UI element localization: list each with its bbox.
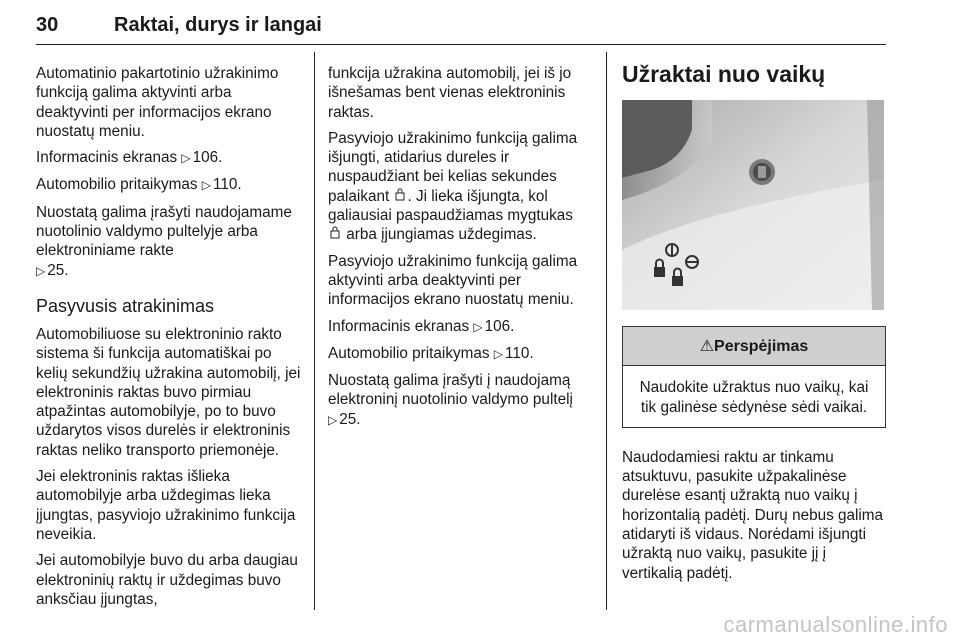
column-3 — [622, 60, 886, 590]
watermark: carmanualsonline.info — [723, 612, 948, 637]
reference-paragraph: Nuostatą galima įrašyti naudojamame nuotolinio valdymo pultelyje arba elektroniniame rakte ▷ 25. — [36, 203, 292, 279]
page-number: 30 — [36, 14, 59, 36]
paragraph: funkcija užrakina automobilį, jei iš jo išnešamas bent vienas elektroninis raktas. — [328, 65, 572, 121]
warning-title: Perspėjimas — [714, 338, 809, 355]
reference-paragraph: Nuostatą galima įrašyti į naudojamą elektroninį nuotolinio valdymo pultelį ▷ 25. — [328, 372, 573, 428]
paragraph: Jei elektroninis raktas išlieka automobilyje arba uždegimas lieka įjungtas, pasyviojo užrakinimo funkcija neveikia. — [36, 468, 296, 543]
page-ref-arrow-icon: ▷ — [473, 319, 483, 334]
page-ref-arrow-icon: ▷ — [328, 412, 338, 427]
column-1 — [36, 64, 304, 616]
warning-text: Naudokite užraktus nuo vaikų, kai tik galinėse sėdynėse sėdi vaikai. — [639, 379, 869, 416]
paragraph: Automatinio pakartotinio užrakinimo funkciją galima aktyvinti arba deaktyvinti per informacijos ekrano nuostatų meniu. — [36, 65, 279, 140]
page-ref-link[interactable]: 25. — [339, 410, 361, 428]
warning-icon: ⚠ — [699, 338, 715, 355]
reference-line: Informacinis ekranas ▷ 106. — [36, 149, 223, 167]
column-divider — [314, 52, 315, 610]
reference-line: Informacinis ekranas ▷ 106. — [328, 317, 515, 335]
column-2 — [328, 64, 594, 437]
column-divider — [606, 52, 607, 610]
page-ref-link[interactable]: 110. — [213, 176, 242, 194]
page-ref-link[interactable]: 25. — [47, 261, 69, 279]
reference-line: Automobilio pritaikymas ▷ 110. — [36, 176, 242, 194]
paragraph: Pasyviojo užrakinimo funkciją galima išjungti, atidarius dureles ir nuspaudžiant bei kelias sekundes palaikant . Ji lieka išjungta, kol galiausiai paspaudžiamas mygtukas arba įjungiamas uždegimas. — [328, 129, 578, 244]
paragraph: Automobiliuose su elektroninio rakto sistema ši funkcija automatiškai po kelių sekundžių užrakina automobilį, jei elektroninis raktas buvo pirmiau atpažintas automobilyje, po to buvo uždarytos visos durelės ir elektroninis raktas neliko transporto priemonėje. — [36, 325, 301, 459]
warning-header — [623, 327, 885, 366]
page-ref-arrow-icon: ▷ — [201, 178, 212, 193]
reference-line: Automobilio pritaikymas ▷ 110. — [328, 344, 534, 362]
page-header — [36, 6, 886, 45]
child-lock-photo — [622, 100, 884, 310]
section-heading: Užraktai nuo vaikų — [622, 61, 826, 87]
page-ref-arrow-icon: ▷ — [493, 346, 504, 361]
page-ref-arrow-icon: ▷ — [36, 263, 46, 278]
page-ref-arrow-icon: ▷ — [181, 151, 191, 166]
subsection-heading: Pasyvusis atrakinimas — [36, 295, 215, 316]
page-ref-link[interactable]: 106. — [484, 317, 515, 335]
section-title: Raktai, durys ir langai — [114, 14, 322, 36]
paragraph: Jei automobilyje buvo du arba daugiau elektroninių raktų ir uždegimas buvo anksčiau įjungtas, — [36, 552, 298, 608]
page-ref-link[interactable]: 106. — [192, 149, 223, 167]
page-ref-link[interactable]: 110. — [505, 344, 534, 362]
lock-icon — [395, 187, 405, 206]
paragraph: Naudodamiesi raktu ar tinkamu atsuktuvu, pasukite užpakalinėse durelėse esantį užraktą nuo vaikų į horizontalią padėtį. Durų nebus galima atidaryti iš vidaus. Norėdami išjungti užraktą nuo vaikų, pasukite jį į vertikalią padėtį. — [622, 448, 884, 582]
lock-icon — [330, 225, 340, 244]
paragraph: Pasyviojo užrakinimo funkciją galima aktyvinti arba deaktyvinti per informacijos ekrano nuostatų meniu. — [328, 252, 578, 309]
warning-box — [622, 326, 886, 428]
